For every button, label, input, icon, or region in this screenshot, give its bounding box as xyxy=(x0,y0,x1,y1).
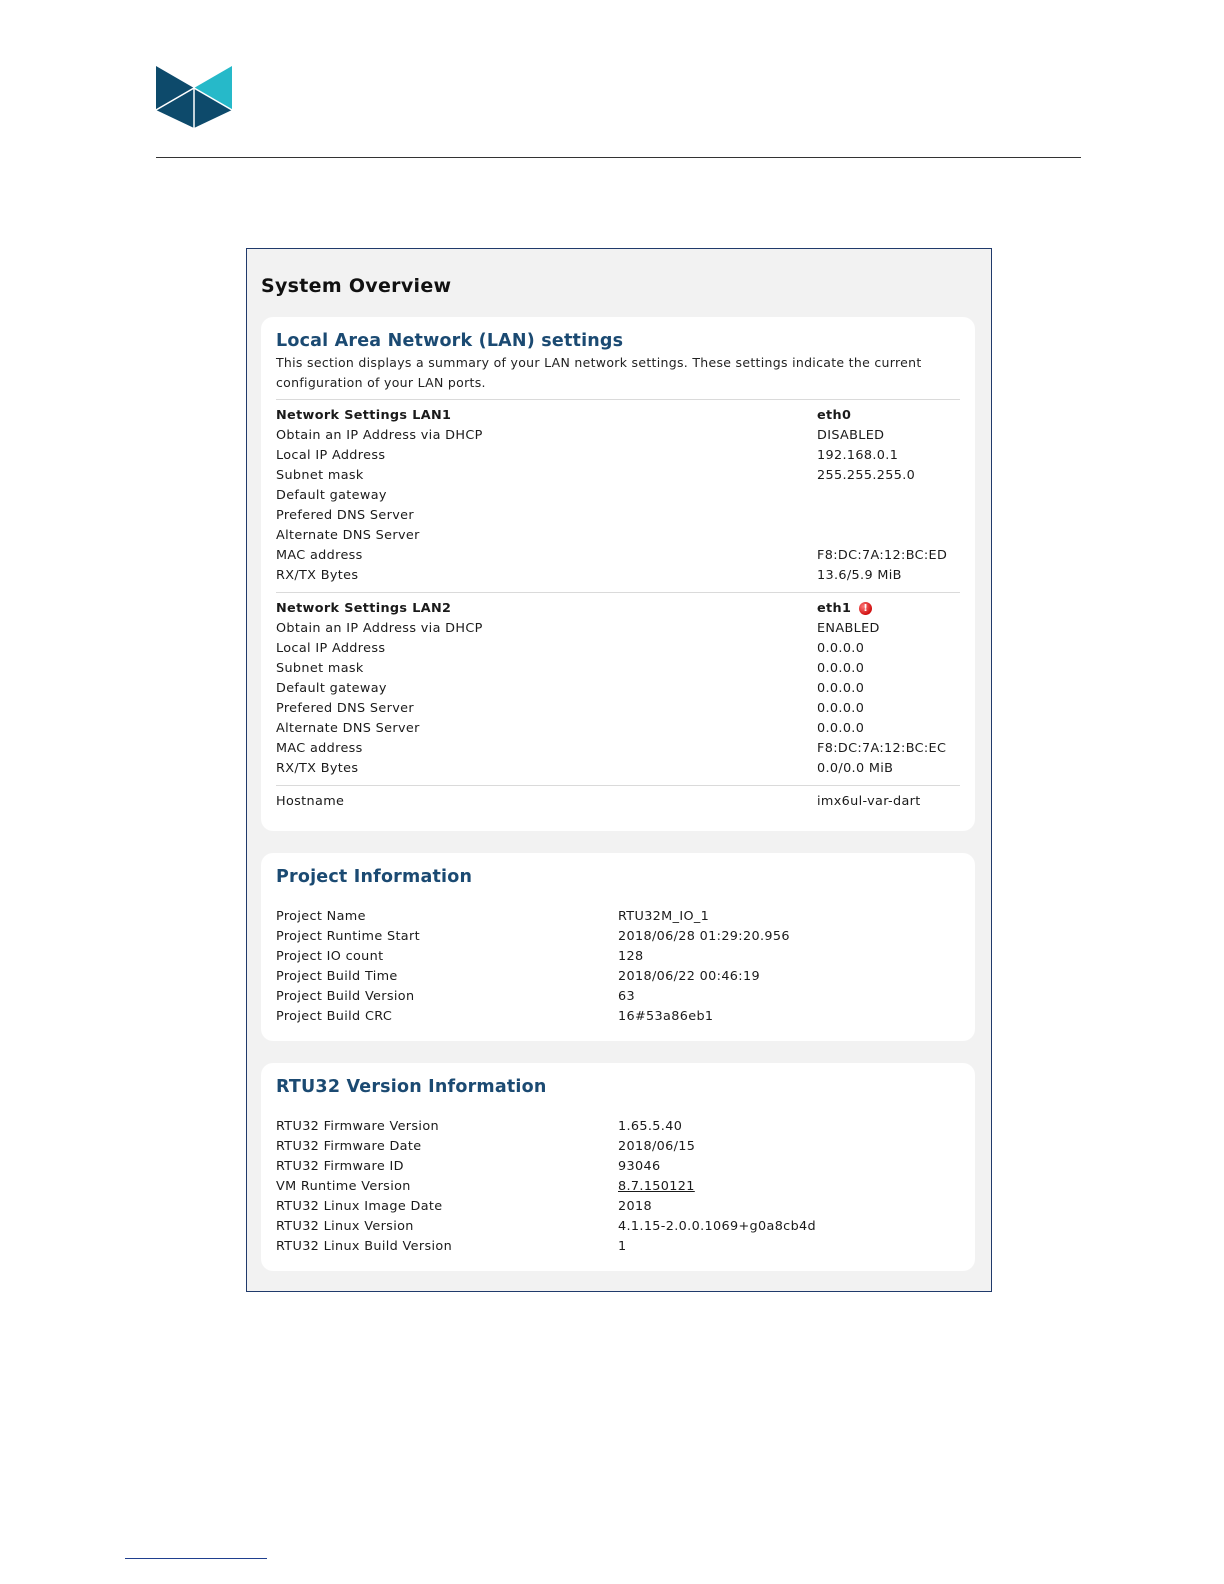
table-row xyxy=(276,1237,960,1257)
lan2-interface-cell xyxy=(817,599,872,619)
row-value: 93046 xyxy=(618,1159,661,1174)
table-row xyxy=(276,506,960,526)
row-label: Alternate DNS Server xyxy=(276,528,420,543)
row-value: ENABLED xyxy=(817,621,880,636)
vm-runtime-version-link[interactable]: 8.7.150121 xyxy=(618,1179,695,1194)
table-row xyxy=(276,1007,960,1027)
error-icon: ! xyxy=(859,602,872,615)
row-label: RTU32 Firmware ID xyxy=(276,1159,404,1174)
row-value: RTU32M_IO_1 xyxy=(618,909,710,924)
table-row xyxy=(276,1157,960,1177)
row-value: 0.0/0.0 MiB xyxy=(817,761,894,776)
table-row xyxy=(276,967,960,987)
row-value: F8:DC:7A:12:BC:EC xyxy=(817,741,947,756)
lan-panel-title: Local Area Network (LAN) settings xyxy=(276,331,624,351)
row-label: Alternate DNS Server xyxy=(276,721,420,736)
row-value: 1 xyxy=(618,1239,627,1254)
header-rule xyxy=(156,157,1081,158)
row-label: Project Build Version xyxy=(276,989,415,1004)
row-label: RX/TX Bytes xyxy=(276,761,359,776)
separator xyxy=(276,592,960,593)
row-value: 0.0.0.0 xyxy=(817,641,865,656)
row-label: Subnet mask xyxy=(276,661,364,676)
table-row xyxy=(276,659,960,679)
table-row xyxy=(276,987,960,1007)
row-label: Project Build Time xyxy=(276,969,398,984)
system-overview-screenshot xyxy=(246,248,992,1292)
project-info-panel xyxy=(261,853,975,1041)
lan2-interface: eth1 xyxy=(817,601,852,616)
lan-description: This section displays a summary of your LAN network settings. These settings indicate the current configuration of your LAN ports. xyxy=(276,355,922,390)
table-row xyxy=(276,1197,960,1217)
table-row xyxy=(276,466,960,486)
table-row xyxy=(276,526,960,546)
table-row xyxy=(276,566,960,586)
row-label: RTU32 Firmware Version xyxy=(276,1119,439,1134)
table-row xyxy=(276,546,960,566)
row-label: Project Name xyxy=(276,909,366,924)
row-label: Default gateway xyxy=(276,488,387,503)
hostname-value: imx6ul-var-dart xyxy=(817,794,921,809)
row-value: 128 xyxy=(618,949,644,964)
row-label: Prefered DNS Server xyxy=(276,701,414,716)
table-row xyxy=(276,1137,960,1157)
row-label: Project Build CRC xyxy=(276,1009,393,1024)
row-label: Subnet mask xyxy=(276,468,364,483)
table-row xyxy=(276,759,960,779)
row-label: Obtain an IP Address via DHCP xyxy=(276,428,483,443)
hostname-row xyxy=(276,792,960,812)
row-value: 13.6/5.9 MiB xyxy=(817,568,902,583)
version-info-panel xyxy=(261,1063,975,1271)
hostname-label: Hostname xyxy=(276,794,345,809)
lan1-interface: eth0 xyxy=(817,408,852,423)
row-value: 0.0.0.0 xyxy=(817,721,865,736)
page-title: System Overview xyxy=(261,275,452,297)
row-label: RX/TX Bytes xyxy=(276,568,359,583)
row-value: 2018/06/15 xyxy=(618,1139,696,1154)
row-label: Obtain an IP Address via DHCP xyxy=(276,621,483,636)
row-label: Project Runtime Start xyxy=(276,929,420,944)
row-label: VM Runtime Version xyxy=(276,1179,411,1194)
row-value: 2018 xyxy=(618,1199,652,1214)
table-row xyxy=(276,947,960,967)
row-value: DISABLED xyxy=(817,428,885,443)
row-label: Prefered DNS Server xyxy=(276,508,414,523)
row-value: 255.255.255.0 xyxy=(817,468,916,483)
row-label: MAC address xyxy=(276,548,363,563)
row-value: 1.65.5.40 xyxy=(618,1119,683,1134)
company-logo xyxy=(156,66,232,128)
row-value: 0.0.0.0 xyxy=(817,681,865,696)
row-label: RTU32 Linux Image Date xyxy=(276,1199,443,1214)
row-value: 16#53a86eb1 xyxy=(618,1009,714,1024)
lan-settings-panel xyxy=(261,317,975,831)
table-row xyxy=(276,1177,960,1197)
version-panel-title: RTU32 Version Information xyxy=(276,1077,547,1097)
project-panel-title: Project Information xyxy=(276,867,473,887)
table-row xyxy=(276,1217,960,1237)
row-value: 4.1.15-2.0.0.1069+g0a8cb4d xyxy=(618,1219,817,1234)
row-label: Project IO count xyxy=(276,949,384,964)
row-value: 63 xyxy=(618,989,635,1004)
table-row xyxy=(276,1117,960,1137)
row-value: 2018/06/28 01:29:20.956 xyxy=(618,929,790,944)
table-row xyxy=(276,719,960,739)
row-label: Local IP Address xyxy=(276,448,386,463)
lan1-header-label: Network Settings LAN1 xyxy=(276,408,452,423)
row-label: RTU32 Linux Build Version xyxy=(276,1239,453,1254)
row-value: 192.168.0.1 xyxy=(817,448,899,463)
table-row xyxy=(276,679,960,699)
separator xyxy=(276,785,960,786)
row-label: RTU32 Linux Version xyxy=(276,1219,414,1234)
table-row xyxy=(276,446,960,466)
table-row xyxy=(276,927,960,947)
lan2-header-label: Network Settings LAN2 xyxy=(276,601,452,616)
table-row xyxy=(276,486,960,506)
row-value: 0.0.0.0 xyxy=(817,661,865,676)
row-value: F8:DC:7A:12:BC:ED xyxy=(817,548,948,563)
table-row xyxy=(276,739,960,759)
table-row xyxy=(276,639,960,659)
table-row xyxy=(276,426,960,446)
footer-rule xyxy=(125,1558,267,1559)
lan1-header-row xyxy=(276,406,960,426)
row-label: RTU32 Firmware Date xyxy=(276,1139,422,1154)
row-value: 0.0.0.0 xyxy=(817,701,865,716)
row-label: Local IP Address xyxy=(276,641,386,656)
row-label: MAC address xyxy=(276,741,363,756)
table-row xyxy=(276,907,960,927)
lan2-header-row xyxy=(276,599,960,619)
row-label: Default gateway xyxy=(276,681,387,696)
table-row xyxy=(276,619,960,639)
row-value: 2018/06/22 00:46:19 xyxy=(618,969,760,984)
separator xyxy=(276,399,960,400)
table-row xyxy=(276,699,960,719)
